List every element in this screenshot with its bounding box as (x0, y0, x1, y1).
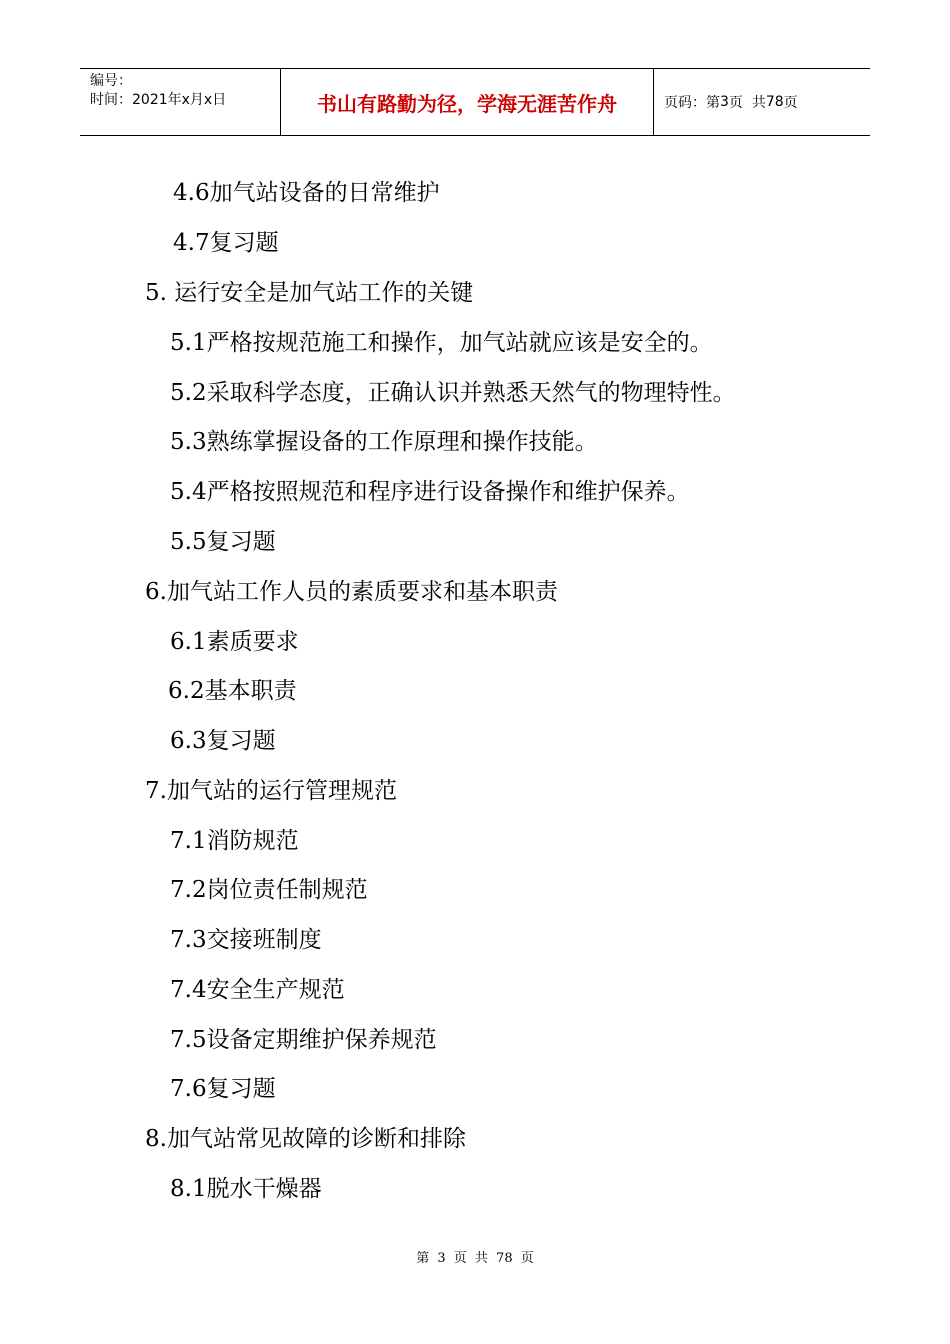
toc-heading-5: 5. 运行安全是加气站工作的关键 (145, 280, 474, 306)
toc-item-7-2: 7.2岗位责任制规范 (170, 877, 368, 903)
toc-heading-7: 7.加气站的运行管理规范 (145, 778, 397, 804)
toc-item-7-5: 7.5设备定期维护保养规范 (170, 1027, 437, 1053)
document-time: 时间：2021年x月x日 (90, 92, 227, 108)
toc-item-4-7: 4.7复习题 (173, 230, 279, 256)
toc-item-7-3: 7.3交接班制度 (170, 927, 322, 953)
toc-item-7-6: 7.6复习题 (170, 1076, 276, 1102)
toc-item-6-3: 6.3复习题 (170, 728, 276, 754)
toc-item-5-4: 5.4严格按照规范和程序进行设备操作和维护保养。 (170, 479, 690, 505)
toc-heading-6: 6.加气站工作人员的素质要求和基本职责 (145, 579, 558, 605)
toc-item-7-4: 7.4安全生产规范 (170, 977, 345, 1003)
toc-item-5-3: 5.3熟练掌握设备的工作原理和操作技能。 (170, 429, 598, 455)
page-number: 3 (720, 94, 729, 110)
page-footer: 第 3 页 共 78 页 (416, 1251, 534, 1266)
toc-item-6-2: 6.2基本职责 (168, 678, 297, 704)
toc-item-5-1: 5.1严格按规范施工和操作，加气站就应该是安全的。 (170, 330, 713, 356)
page-suffix: 页 (783, 95, 798, 111)
toc-item-8-1: 8.1脱水干燥器 (170, 1176, 322, 1202)
toc-item-6-1: 6.1素质要求 (170, 629, 299, 655)
toc-item-5-5: 5.5复习题 (170, 529, 276, 555)
header-page-info (654, 69, 870, 135)
page-total: 78 (765, 94, 784, 110)
document-number-label: 编号： (90, 73, 132, 89)
page-mid: 页 共 (728, 95, 766, 111)
toc-item-4-6: 4.6加气站设备的日常维护 (173, 180, 440, 206)
page-header (80, 68, 870, 136)
toc-heading-8: 8.加气站常见故障的诊断和排除 (145, 1126, 466, 1152)
page-prefix: 页码：第 (664, 95, 720, 111)
header-meta (80, 69, 281, 135)
header-motto: 书山有路勤为径，学海无涯苦作舟 (281, 69, 654, 135)
toc-item-5-2: 5.2采取科学态度，正确认识并熟悉天然气的物理特性。 (170, 380, 736, 406)
toc-item-7-1: 7.1消防规范 (170, 828, 299, 854)
